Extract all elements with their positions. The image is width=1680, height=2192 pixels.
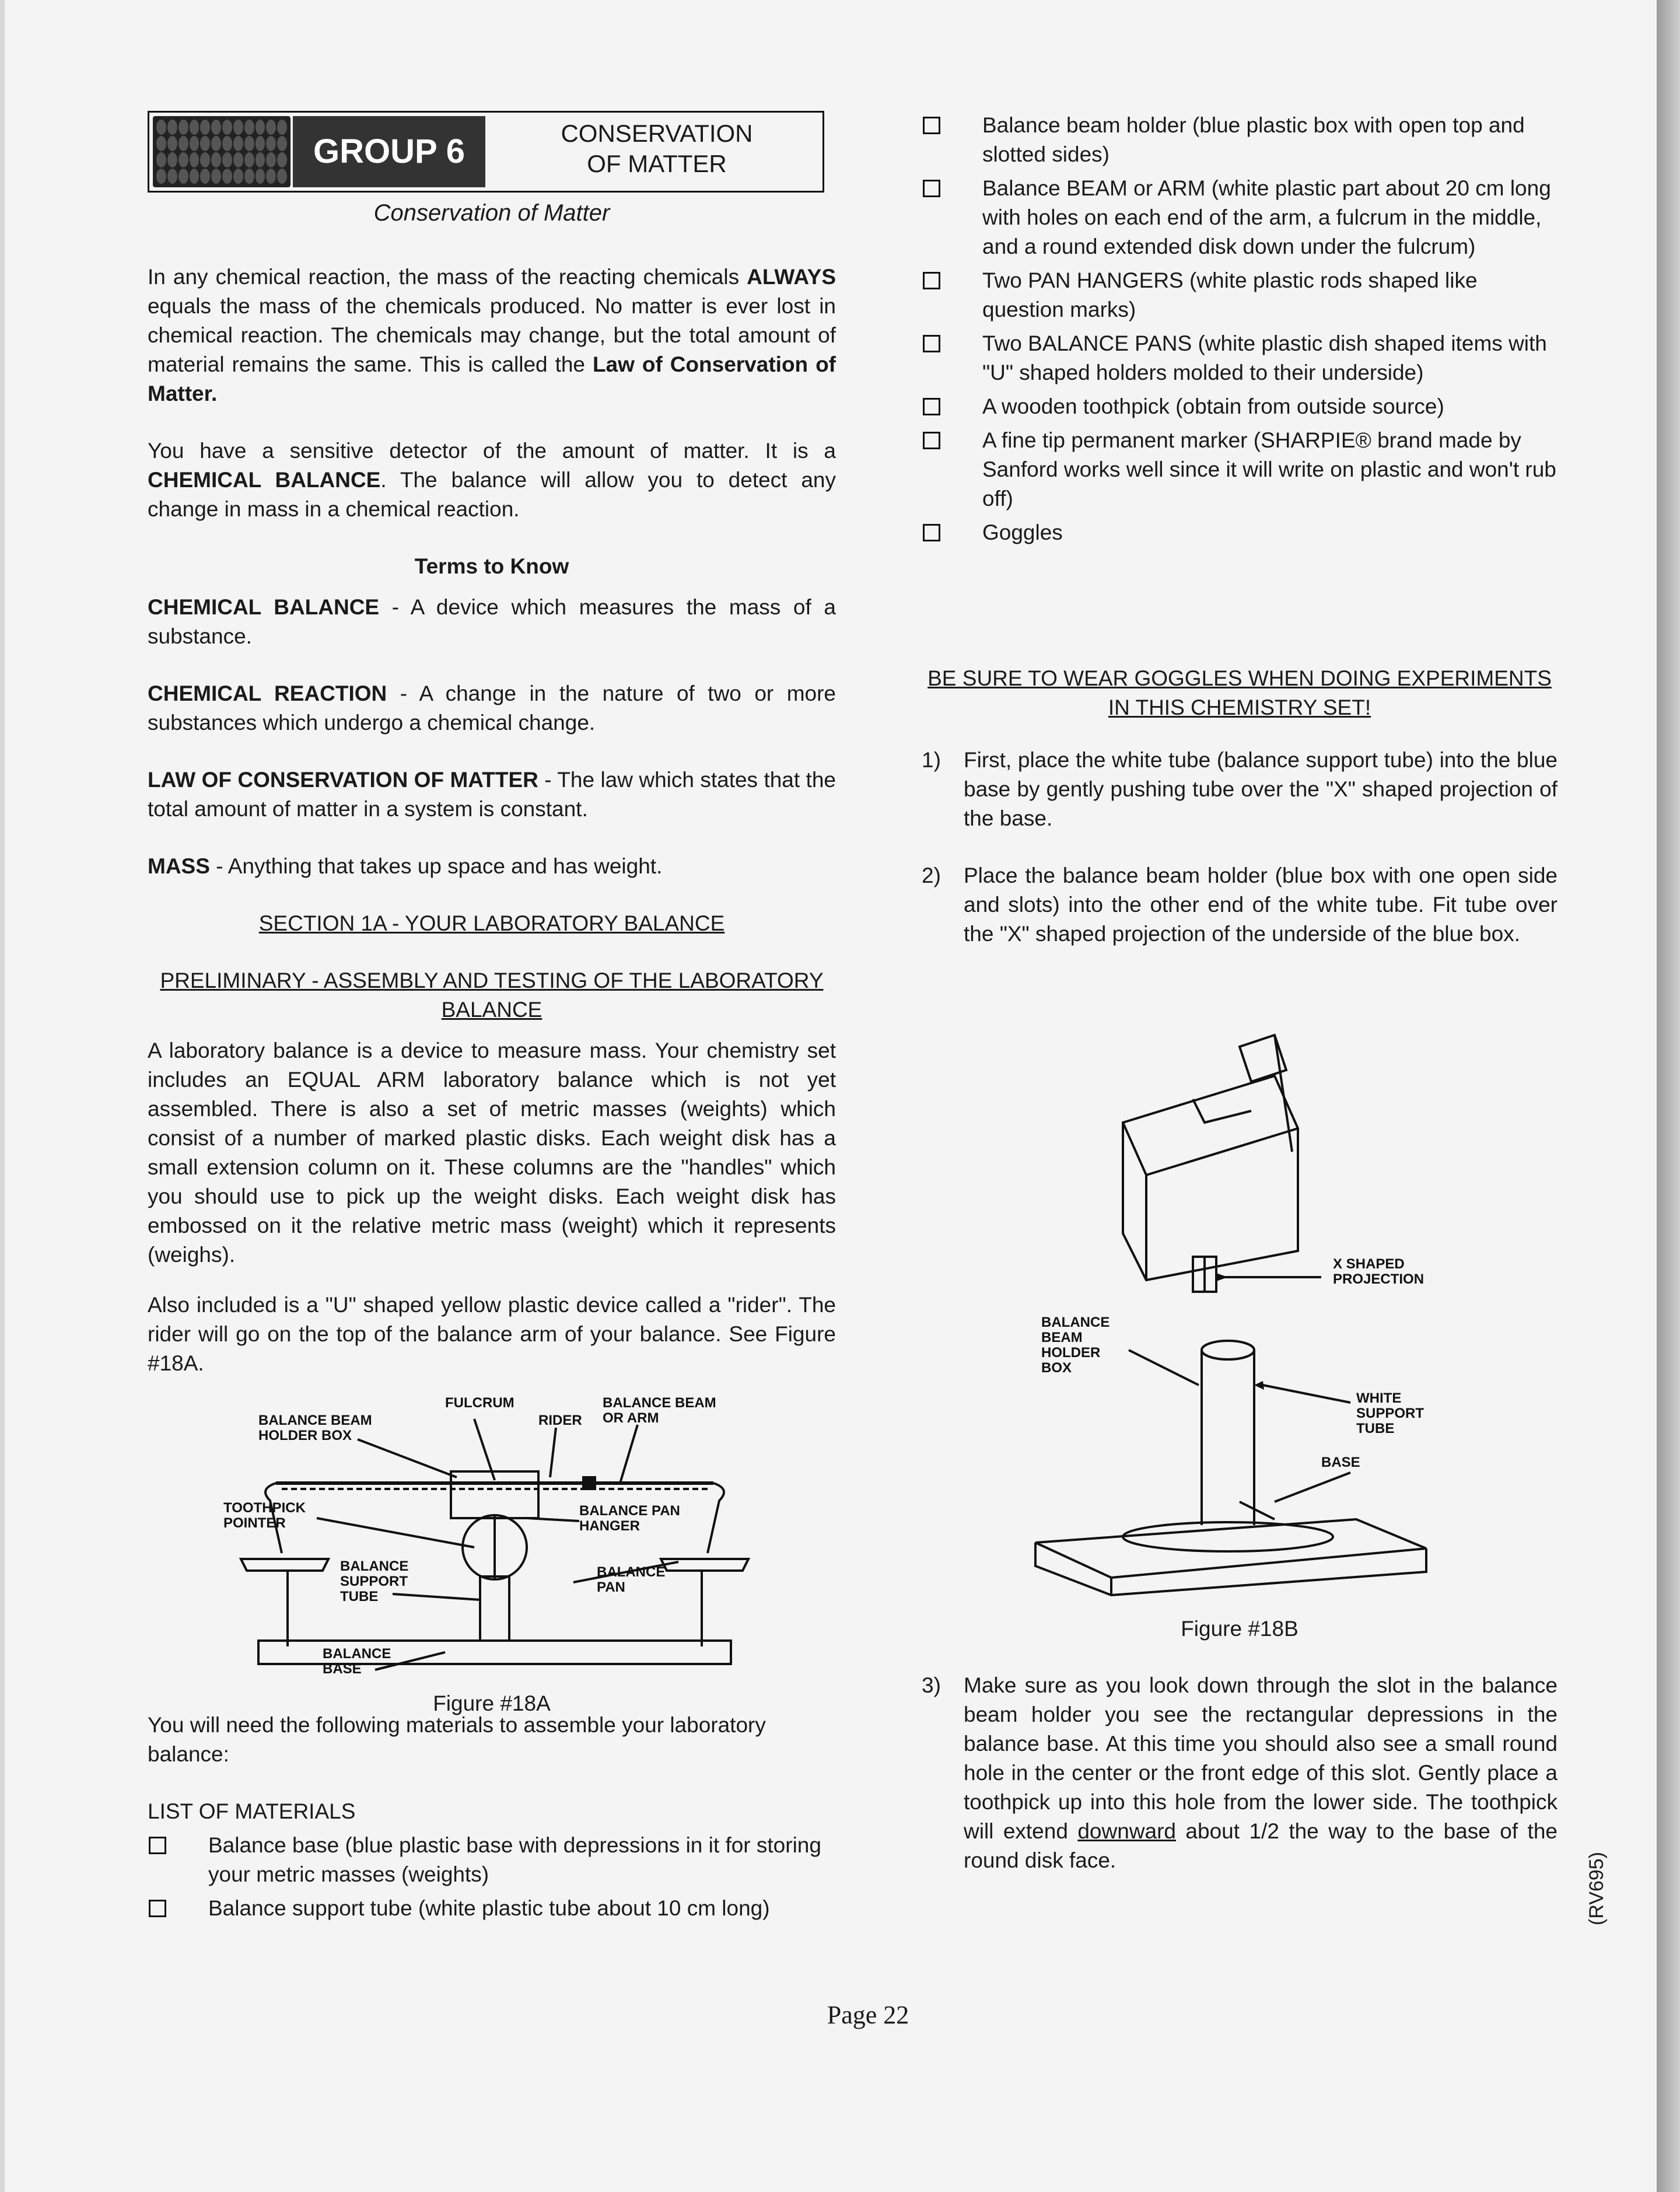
page-number: Page 22 <box>827 2001 909 2029</box>
label-balance-beam: BALANCE BEAM OR ARM <box>603 1395 716 1426</box>
list-item: Balance support tube (white plastic tube about 10 cm long) <box>148 1894 836 1923</box>
figure-18b <box>948 977 1531 1648</box>
list-item: A wooden toothpick (obtain from outside source) <box>922 392 1558 421</box>
list-item: Balance beam holder (blue plastic box with open top and slotted sides) <box>922 111 1558 169</box>
list-item: Balance BEAM or ARM (white plastic part about 20 cm long with holes on each end of the arm, a fulcrum in the middle, and a round extended disk down under the fulcrum) <box>922 174 1558 261</box>
document-page <box>5 0 1657 2192</box>
assembly-steps-continued <box>922 1671 1558 1875</box>
label-holder-box: BALANCE BEAM HOLDER BOX <box>258 1413 372 1443</box>
section-paragraph-1: A laboratory balance is a device to measure mass. Your chemistry set includes an EQUAL ARM laboratory balance which is not yet assembled. There is also a set of metric masses (weights) which consist of a number of marked plastic disks. Each weight disk has a small extension column on it. These columns are the "handles" which you should use to pick up the weight disks. Each weight disk has embossed on it the relative metric mass (weight) which it represents (weighs). <box>148 1039 836 1267</box>
checkbox-icon[interactable] <box>923 180 940 197</box>
list-item: 1) First, place the white tube (balance support tube) into the blue base by gently pushing tube over the "X" shaped projection of the base. <box>922 748 1558 830</box>
list-item: 3) Make sure as you look down through the slot in the balance beam holder you see the rectangular depressions in the balance base. At this time you should also see a small round hole in the center or the front edge of this slot. Gently place a toothpick up into this hole from the lower side. The toothpick will extend downward about 1/2 the way to the base of the round disk face. <box>922 1673 1558 1872</box>
group-title: CONSERVATION OF MATTER <box>561 120 753 177</box>
section-paragraph-3: You will need the following materials to assemble your laboratory balance: <box>148 1713 766 1766</box>
page-subtitle: Conservation of Matter <box>373 200 610 226</box>
group-label: GROUP 6 <box>293 116 485 187</box>
list-item: A fine tip permanent marker (SHARPIE® brand made by Sanford works well since it will write on plastic and won't rub off) <box>922 426 1558 513</box>
list-item: Goggles <box>922 518 1558 547</box>
list-item: Balance base (blue plastic base with depressions in it for storing your metric masses (weights) <box>148 1831 836 1889</box>
list-item: Two BALANCE PANS (white plastic dish shaped items with "U" shaped holders molded to their underside) <box>922 329 1558 387</box>
terms-heading: Terms to Know <box>414 554 569 578</box>
group-header <box>148 111 824 193</box>
checkbox-icon[interactable] <box>923 272 940 289</box>
intro-paragraph-2: You have a sensitive detector of the amount of matter. It is a CHEMICAL BALANCE. The balance will allow you to detect any change in mass in a chemical reaction. <box>148 439 836 521</box>
microplate-logo-icon <box>153 116 290 187</box>
label-base: BASE <box>1321 1455 1360 1470</box>
assembly-steps <box>922 746 1558 949</box>
label-pan-hanger: BALANCE PAN HANGER <box>579 1503 680 1534</box>
balance-diagram <box>200 1378 783 1681</box>
label-balance-pan: BALANCE PAN <box>597 1564 666 1595</box>
section-heading: SECTION 1A - YOUR LABORATORY BALANCE <box>258 911 725 935</box>
label-fulcrum: FULCRUM <box>445 1395 514 1411</box>
figure-18a <box>200 1378 783 1715</box>
term-item: LAW OF CONSERVATION OF MATTER - The law which states that the total amount of matter in a system is constant. <box>148 768 836 821</box>
revision-code: (RV695) <box>1586 1852 1608 1925</box>
checkbox-icon[interactable] <box>923 524 940 541</box>
checkbox-icon[interactable] <box>149 1900 166 1917</box>
goggles-warning: BE SURE TO WEAR GOGGLES WHEN DOING EXPERIMENTS IN THIS CHEMISTRY SET! <box>928 666 1552 719</box>
figure-18a-caption: Figure #18A <box>433 1691 551 1715</box>
label-balance-base: BALANCE BASE <box>323 1646 391 1677</box>
label-beam-holder-box: BALANCE BEAM HOLDER BOX <box>1041 1314 1110 1376</box>
binding-edge <box>1657 0 1680 2192</box>
balance-assembly-diagram <box>948 977 1531 1607</box>
materials-list-right <box>922 111 1558 547</box>
section-subheading: PRELIMINARY - ASSEMBLY AND TESTING OF THE LABORATORY BALANCE <box>160 969 824 1022</box>
materials-list-left <box>148 1831 836 1923</box>
list-item: Two PAN HANGERS (white plastic rods shaped like question marks) <box>922 266 1558 324</box>
label-white-support-tube: WHITE SUPPORT TUBE <box>1356 1390 1424 1436</box>
figure-18b-caption: Figure #18B <box>1181 1617 1298 1641</box>
list-item: 2) Place the balance beam holder (blue box with one open side and slots) into the other end of the white tube. Fit tube over the "X" shaped projection of the underside of the blue box. <box>922 863 1558 946</box>
label-support-tube: BALANCE SUPPORT TUBE <box>340 1558 409 1604</box>
label-x-projection: X SHAPED PROJECTION <box>1333 1256 1424 1287</box>
intro-paragraph-1: In any chemical reaction, the mass of the reacting chemicals ALWAYS equals the mass of the chemicals produced. No matter is ever lost in chemical reaction. The chemicals may change, but the total amount of material remains the same. This is called the Law of Conservation of Matter. <box>148 265 836 405</box>
right-column <box>922 111 1558 1903</box>
left-column <box>148 111 836 1928</box>
term-item: CHEMICAL BALANCE - A device which measures the mass of a substance. <box>148 595 836 648</box>
checkbox-icon[interactable] <box>923 398 940 415</box>
list-heading: LIST OF MATERIALS <box>148 1799 356 1823</box>
checkbox-icon[interactable] <box>923 432 940 449</box>
label-toothpick-pointer: TOOTHPICK POINTER <box>223 1500 306 1531</box>
term-item: MASS - Anything that takes up space and has weight. <box>148 854 663 878</box>
checkbox-icon[interactable] <box>149 1837 166 1854</box>
rider-icon <box>582 1476 596 1490</box>
section-paragraph-2: Also included is a "U" shaped yellow plastic device called a "rider". The rider will go on the top of the balance arm of your balance. See Figure #18A. <box>148 1293 836 1375</box>
checkbox-icon[interactable] <box>923 117 940 134</box>
checkbox-icon[interactable] <box>923 335 940 352</box>
term-item: CHEMICAL REACTION - A change in the nature of two or more substances which undergo a chemical change. <box>148 681 836 735</box>
label-rider: RIDER <box>538 1413 582 1428</box>
